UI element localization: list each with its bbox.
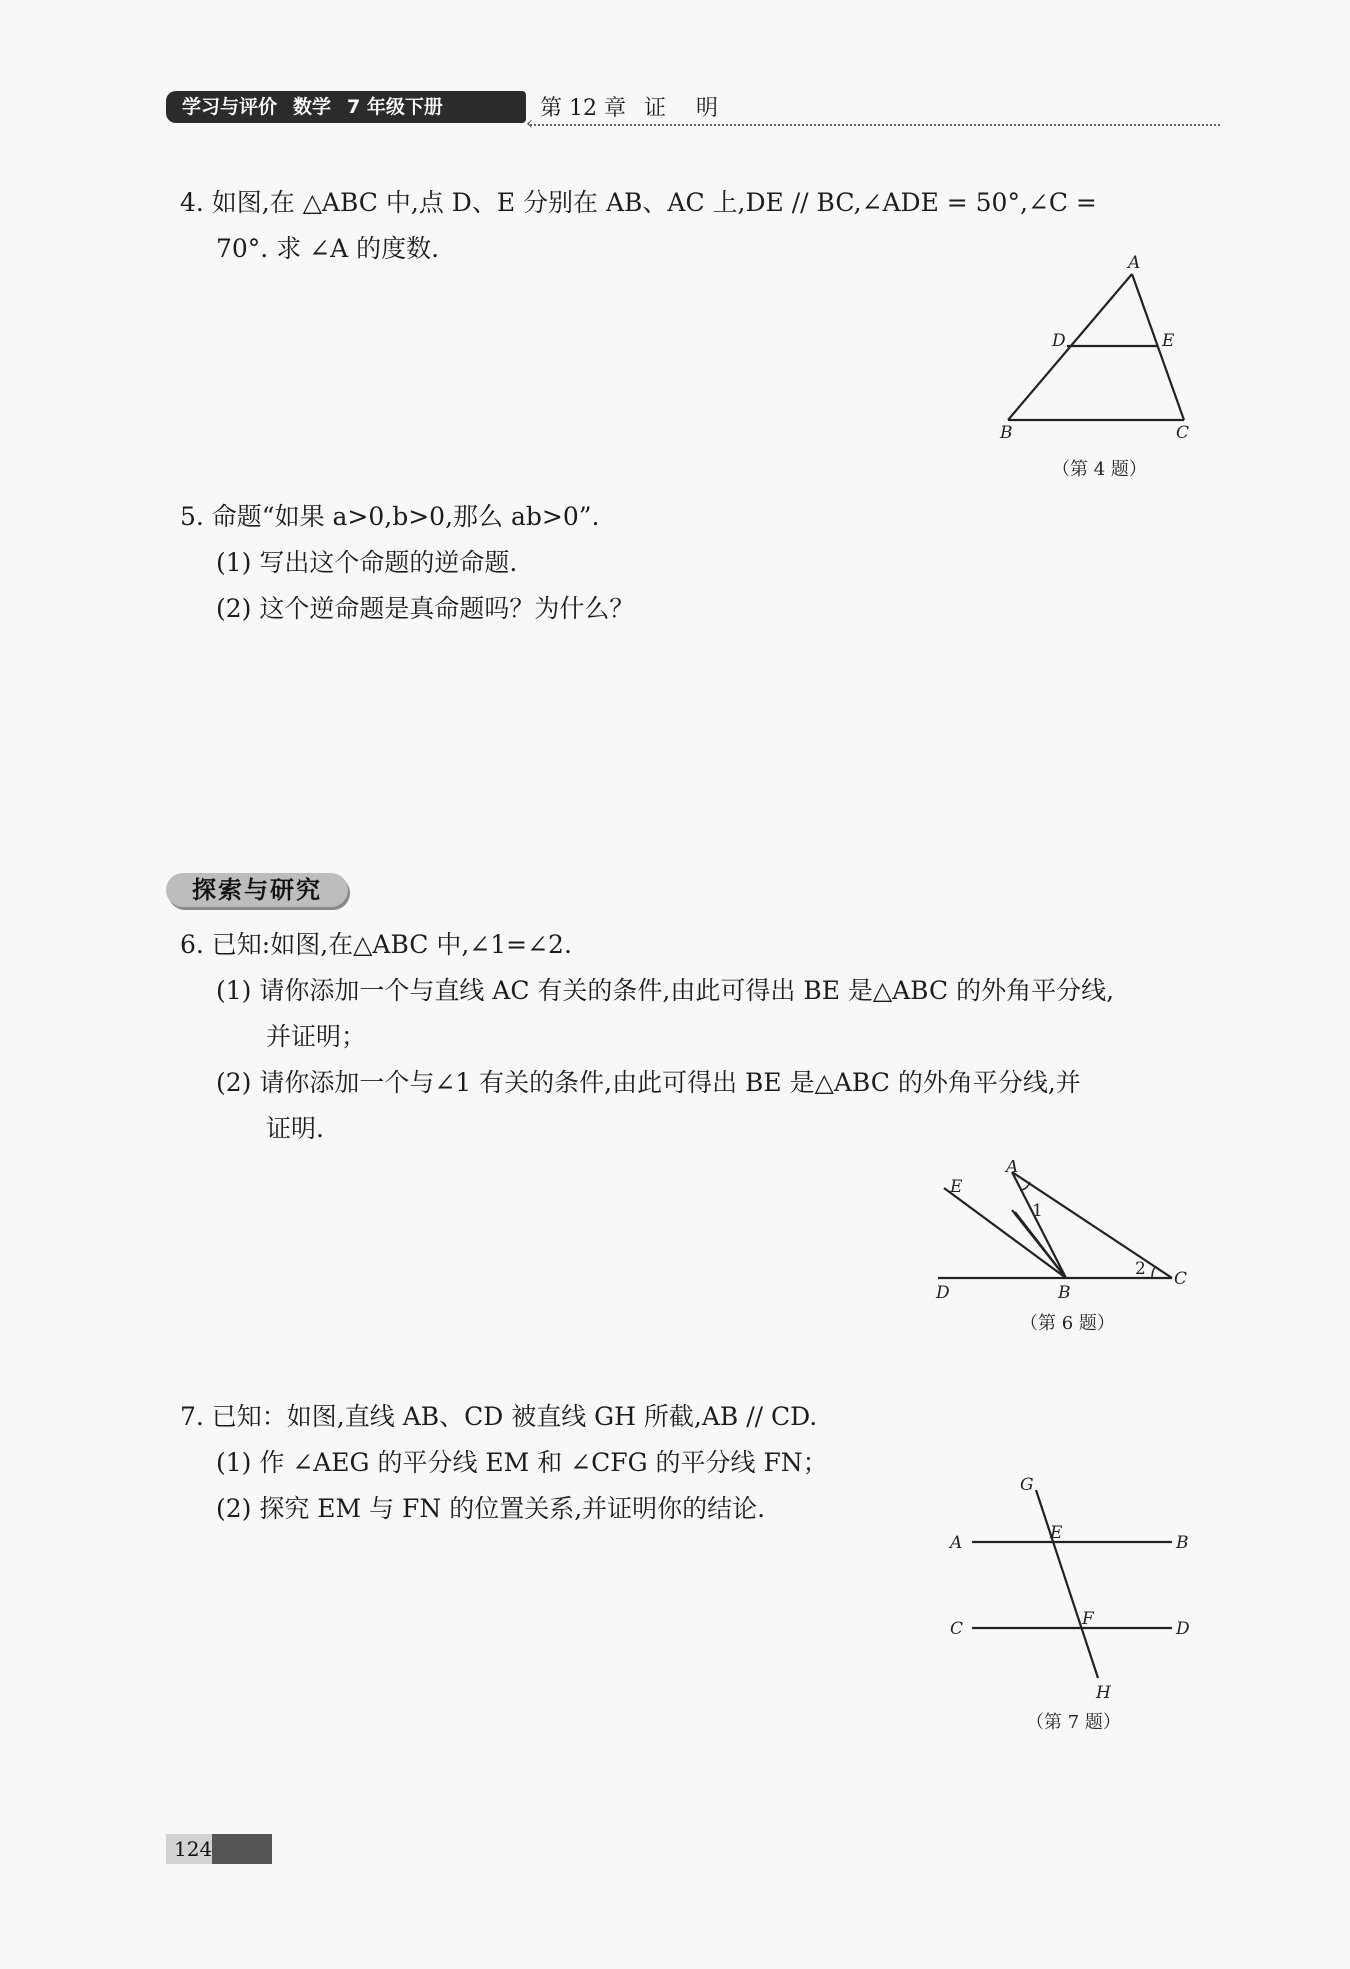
label-c: C [1176, 423, 1190, 443]
line-gh [1036, 1490, 1098, 1678]
question-7-figure [940, 1460, 1200, 1710]
header-arrow-icon: ‹ [526, 113, 534, 134]
question-6-sub-2a: (2) 请你添加一个与∠1 有关的条件,由此可得出 BE 是△ABC 的外角平分线,并 [216, 1068, 1081, 1097]
question-5-sub-1: (1) 写出这个命题的逆命题. [216, 548, 518, 577]
question-4-caption: （第 4 题） [1052, 459, 1147, 480]
label-f: F [1082, 1609, 1094, 1629]
segment-ab [1012, 1172, 1066, 1278]
label-b: B [1000, 423, 1013, 443]
chapter-number: 第 12 章 [540, 96, 626, 121]
label-e: E [1162, 331, 1175, 351]
label-a: A [950, 1533, 963, 1553]
question-4-line-2: 70°. 求 ∠A 的度数. [216, 234, 440, 263]
segment-ac [1012, 1172, 1172, 1278]
question-5-line-1: 5. 命题“如果 a>0,b>0,那么 ab>0”. [180, 502, 600, 531]
question-5-sub-2: (2) 这个逆命题是真命题吗？为什么？ [216, 594, 635, 623]
page-number: 124 [174, 1837, 213, 1861]
question-6-sub-1a: (1) 请你添加一个与直线 AC 有关的条件,由此可得出 BE 是△ABC 的外角平分线, [216, 976, 1115, 1005]
label-1: 1 [1032, 1201, 1043, 1221]
book-series: 学习与评价 [182, 96, 278, 118]
book-subject: 数学 [293, 96, 332, 118]
question-6-sub-2b: 证明. [266, 1114, 324, 1143]
question-4-figure [990, 248, 1200, 448]
label-h: H [1096, 1683, 1111, 1703]
question-4-line-1: 4. 如图,在 △ABC 中,点 D、E 分别在 AB、AC 上,DE // BC,∠ADE = 50°,∠C = [180, 188, 1097, 217]
label-c: C [950, 1619, 964, 1639]
question-7-sub-1: (1) 作 ∠AEG 的平分线 EM 和 ∠CFG 的平分线 FN； [216, 1448, 828, 1477]
question-6-line-1: 6. 已知:如图,在△ABC 中,∠1=∠2. [180, 930, 572, 959]
label-d: D [936, 1283, 950, 1303]
label-e: E [1050, 1523, 1063, 1543]
question-7-sub-2: (2) 探究 EM 与 FN 的位置关系,并证明你的结论. [216, 1494, 766, 1523]
section-badge: 探索与研究 [166, 873, 348, 907]
label-e: E [950, 1177, 963, 1197]
question-6-figure [930, 1160, 1200, 1310]
label-a: A [1006, 1160, 1019, 1177]
label-b: B [1176, 1533, 1189, 1553]
label-2: 2 [1135, 1259, 1146, 1279]
label-a: A [1128, 253, 1141, 273]
label-c: C [1174, 1269, 1188, 1289]
question-6-sub-1b: 并证明； [266, 1022, 367, 1051]
angle-1-arc [1022, 1182, 1030, 1190]
question-6-caption: （第 6 题） [1020, 1313, 1115, 1334]
chapter-title: 证明 [643, 96, 748, 121]
angle-2-arc [1152, 1266, 1156, 1278]
question-7-caption: （第 7 题） [1026, 1712, 1121, 1733]
book-grade: 7 年级下册 [347, 96, 443, 118]
label-g: G [1020, 1475, 1034, 1495]
label-d: D [1052, 331, 1066, 351]
question-7-line-1: 7. 已知：如图,直线 AB、CD 被直线 GH 所截,AB // CD. [180, 1402, 818, 1431]
label-b: B [1058, 1283, 1071, 1303]
label-d: D [1176, 1619, 1190, 1639]
ray-eb [944, 1188, 1066, 1278]
header-divider [530, 124, 1220, 126]
book-title-tag [166, 91, 526, 123]
chapter-heading [540, 94, 748, 124]
